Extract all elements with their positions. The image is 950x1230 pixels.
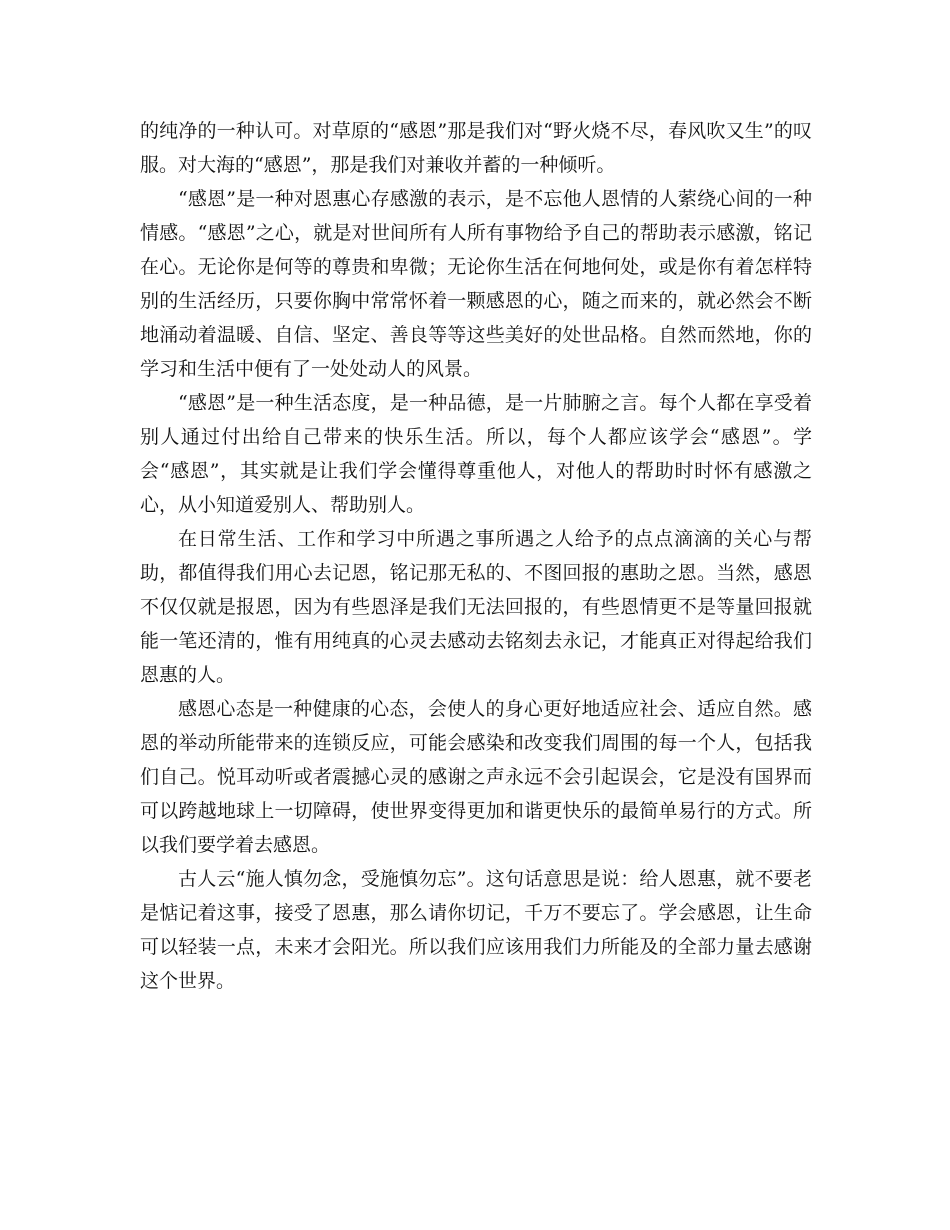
paragraph-3: “感恩”是一种生活态度，是一种品德，是一片肺腑之言。每个人都在享受着别人通过付出给自己带来的快乐生活。所以，每个人都应该学会“感恩”。学会“感恩”，其实就是让我们学会懂得尊重他人，对他人的帮助时时怀有感激之心，从小知道爱别人、帮助别人。 [140,392,812,516]
paragraph-1: 的纯净的一种认可。对草原的“感恩”那是我们对“野火烧不尽，春风吹又生”的叹服。对大海的“感恩”，那是我们对兼收并蓄的一种倾听。 [140,120,812,176]
paragraph-4: 在日常生活、工作和学习中所遇之事所遇之人给予的点点滴滴的关心与帮助，都值得我们用心去记恩，铭记那无私的、不图回报的惠助之恩。当然，感恩不仅仅就是报恩，因为有些恩泽是我们无法回报的，有些恩情更不是等量回报就能一笔还清的，惟有用纯真的心灵去感动去铭刻去永记，才能真正对得起给我们恩惠的人。 [140,528,812,686]
paragraph-6: 古人云“施人慎勿念，受施慎勿忘”。这句话意思是说：给人恩惠，就不要老是惦记着这事，接受了恩惠，那么请你切记，千万不要忘了。学会感恩，让生命可以轻装一点，未来才会阳光。所以我们应该用我们力所能及的全部力量去感谢这个世界。 [140,868,812,992]
paragraph-5: 感恩心态是一种健康的心态，会使人的身心更好地适应社会、适应自然。感恩的举动所能带来的连锁反应，可能会感染和改变我们周围的每一个人，包括我们自己。悦耳动听或者震撼心灵的感谢之声永远不会引起误会，它是没有国界而可以跨越地球上一切障碍，使世界变得更加和谐更快乐的最简单易行的方式。所以我们要学着去感恩。 [140,698,812,856]
paragraph-2: “感恩”是一种对恩惠心存感激的表示，是不忘他人恩情的人萦绕心间的一种情感。“感恩”之心，就是对世间所有人所有事物给予自己的帮助表示感激，铭记在心。无论你是何等的尊贵和卑微；无论你生活在何地何处，或是你有着怎样特别的生活经历，只要你胸中常常怀着一颗感恩的心，随之而来的，就必然会不断地涌动着温暖、自信、坚定、善良等等这些美好的处世品格。自然而然地，你的学习和生活中便有了一处处动人的风景。 [140,188,812,380]
body-text [140,114,812,998]
